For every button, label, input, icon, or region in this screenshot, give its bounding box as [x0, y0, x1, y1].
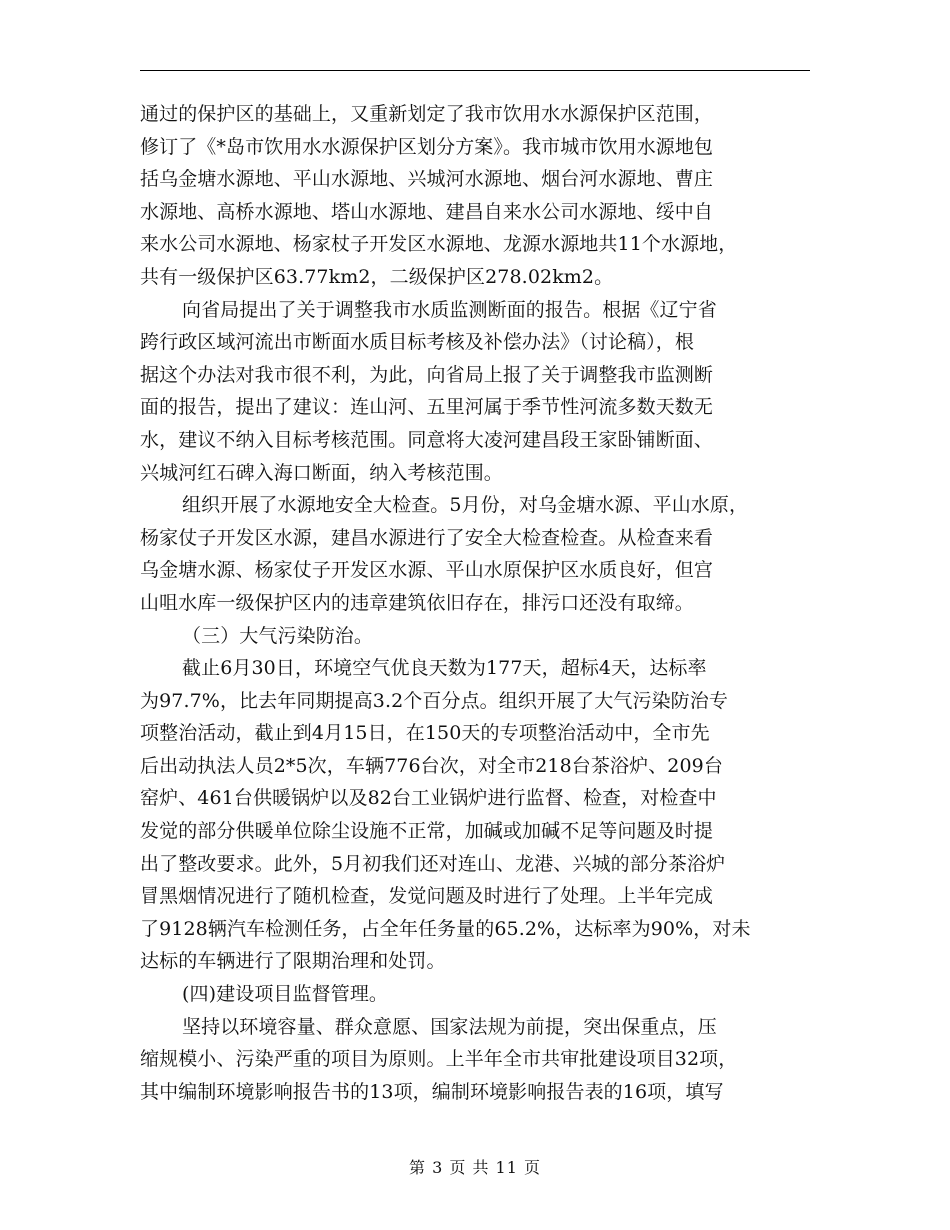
page-number-footer: 第 3 页 共 11 页 [409, 1158, 541, 1177]
text-line: 兴城河红石碑入海口断面，纳入考核范围。 [140, 461, 503, 484]
paragraph-start: 坚持以环境容量、群众意愿、国家法规为前提，突出保重点，压 [182, 1015, 717, 1038]
text-line: 据这个办法对我市很不利，为此，向省局上报了关于调整我市监测断 [140, 363, 714, 386]
text-line: 跨行政区域河流出市断面水质目标考核及补偿办法》（讨论稿），根 [140, 331, 695, 354]
paragraph-start: 截止6月30日，环境空气优良天数为177天，超标4天，达标率 [182, 657, 707, 680]
text-line: 来水公司水源地、杨家杖子开发区水源地、龙源水源地共11个水源地， [140, 233, 738, 256]
text-line: 水，建议不纳入目标考核范围。同意将大凌河建昌段王家卧铺断面、 [140, 428, 714, 451]
text-line: 窑炉、461台供暖锅炉以及82台工业锅炉进行监督、检查，对检查中 [140, 787, 717, 810]
text-line: 修订了《*岛市饮用水水源保护区划分方案》。我市城市饮用水源地包 [140, 135, 714, 158]
section-heading: （三）大气污染防治。 [182, 624, 374, 647]
header-rule [140, 70, 810, 71]
text-line: 后出动执法人员2*5次，车辆776台次，对全市218台茶浴炉、209台 [140, 754, 723, 777]
text-line: 乌金塘水源、杨家仗子开发区水源、平山水原保护区水质良好，但宫 [140, 559, 714, 582]
text-line: 为97.7%，比去年同期提高3.2个百分点。组织开展了大气污染防治专 [140, 689, 728, 712]
text-line: 缩规模小、污染严重的项目为原则。上半年全市共审批建设项目32项， [140, 1048, 738, 1071]
section-heading: (四)建设项目监督管理。 [182, 983, 389, 1006]
paragraph-start: 向省局提出了关于调整我市水质监测断面的报告。根据《辽宁省 [182, 298, 717, 321]
text-line: 共有一级保护区63.77km2，二级保护区278.02km2。 [140, 265, 614, 288]
text-line: 通过的保护区的基础上，又重新划定了我市饮用水水源保护区范围， [140, 103, 714, 125]
text-line: 发觉的部分供暖单位除尘设施不正常，加碱或加碱不足等问题及时提 [140, 820, 714, 843]
text-line: 杨家仗子开发区水源，建昌水源进行了安全大检查检查。从检查来看 [140, 526, 714, 549]
text-line: 冒黑烟情况进行了随机检查，发觉问题及时进行了处理。上半年完成 [140, 885, 714, 908]
text-line: 山咀水库一级保护区内的违章建筑依旧存在，排污口还没有取缔。 [140, 591, 694, 614]
paragraph-start: 组织开展了水源地安全大检查。5月份，对乌金塘水源、平山水原， [182, 494, 749, 517]
text-line: 达标的车辆进行了限期治理和处罚。 [140, 950, 446, 973]
document-body [140, 98, 830, 1108]
text-line: 出了整改要求。此外，5月初我们还对连山、龙港、兴城的部分茶浴炉 [140, 852, 726, 875]
text-line: 项整治活动，截止到4月15日，在150天的专项整治活动中，全市先 [140, 722, 710, 745]
text-line: 其中编制环境影响报告书的13项，编制环境影响报告表的16项，填写 [140, 1080, 724, 1103]
text-line: 面的报告，提出了建议：连山河、五里河属于季节性河流多数天数无 [140, 396, 714, 419]
text-line: 水源地、高桥水源地、塔山水源地、建昌自来水公司水源地、绥中自 [140, 200, 714, 223]
text-line: 括乌金塘水源地、平山水源地、兴城河水源地、烟台河水源地、曹庄 [140, 168, 714, 191]
text-line: 了9128辆汽车检测任务，占全年任务量的65.2%，达标率为90%，对未 [140, 917, 751, 940]
